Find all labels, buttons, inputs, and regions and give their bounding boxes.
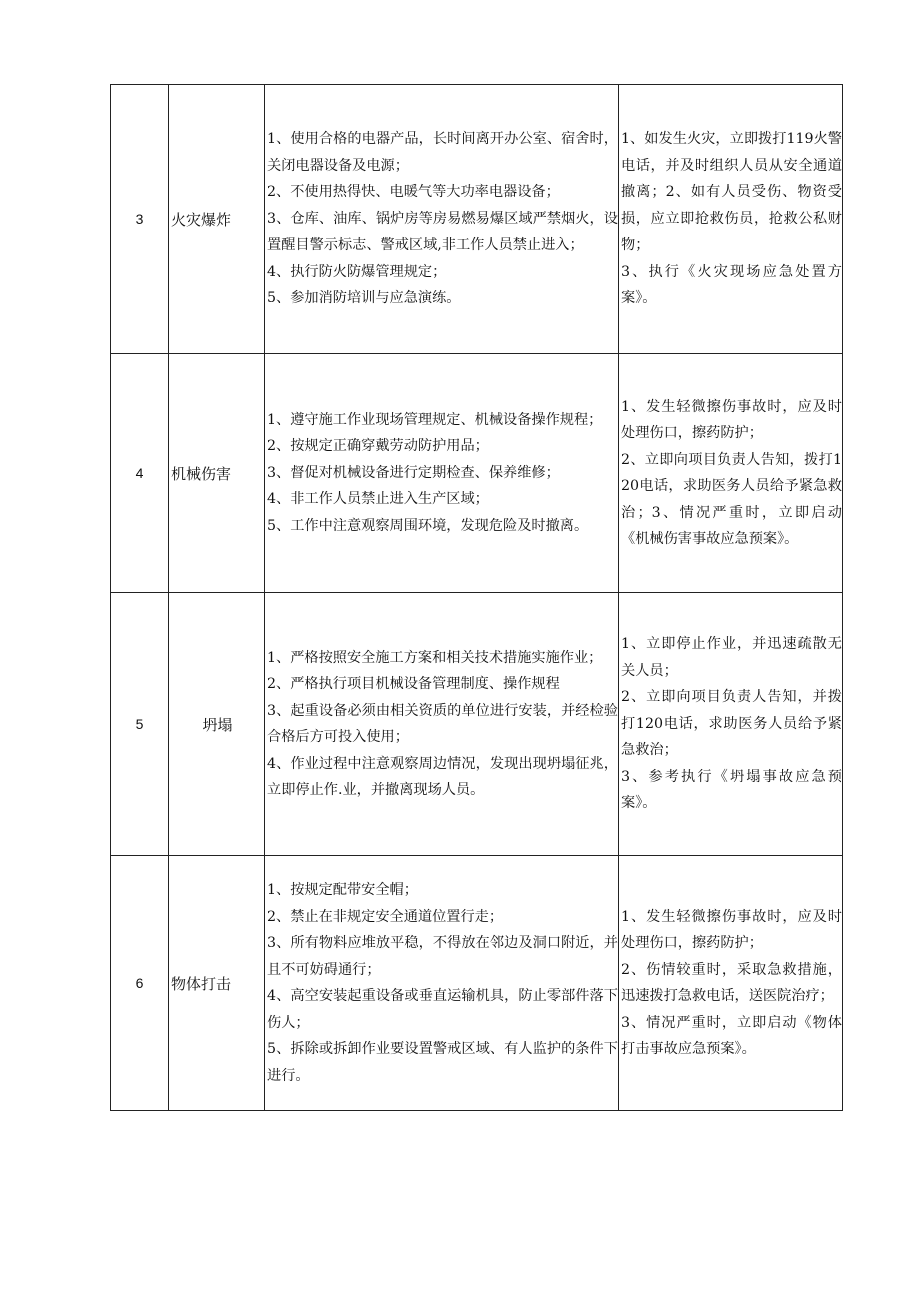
measure-item: 3、起重设备必须由相关资质的单位进行安装，并经检验合格后方可投入使用； — [267, 702, 618, 745]
emergency-response — [619, 856, 843, 1111]
response-item: 2、伤情较重时，采取急救措施，迅速拨打急救电话，送医院治疗； — [621, 961, 842, 1004]
hazard-table — [110, 84, 843, 1111]
prevention-measures — [265, 85, 619, 354]
hazard-name: 物体打击 — [169, 856, 265, 1111]
emergency-response — [619, 593, 843, 856]
emergency-response — [619, 85, 843, 354]
measure-item: 5、参加消防培训与应急演练。 — [267, 290, 461, 307]
measure-item: 1、严格按照安全施工方案和相关技术措施实施作业； — [267, 649, 603, 666]
row-number: 4 — [111, 354, 169, 593]
row-number: 3 — [111, 85, 169, 354]
measure-item: 1、遵守施工作业现场管理规定、机械设备操作规程； — [267, 411, 603, 428]
measure-item: 2、按规定正确穿戴劳动防护用品； — [267, 438, 489, 455]
measure-item: 2、禁止在非规定安全通道位置行走； — [267, 908, 504, 925]
table-row — [111, 85, 843, 354]
response-item: 2、立即向项目负责人告知，并拨打120电话，求助医务人员给予紧急救治； — [621, 689, 842, 759]
measure-item: 4、执行防火防爆管理规定； — [267, 263, 447, 280]
hazard-name: 火灾爆炸 — [169, 85, 265, 354]
measure-item: 3、督促对机械设备进行定期检查、保养维修； — [267, 464, 560, 481]
row-number: 6 — [111, 856, 169, 1111]
hazard-name: 坍塌 — [169, 593, 265, 856]
table-row — [111, 593, 843, 856]
table-row — [111, 354, 843, 593]
row-number: 5 — [111, 593, 169, 856]
table-row — [111, 856, 843, 1111]
prevention-measures — [265, 856, 619, 1111]
measure-item: 2、严格执行项目机械设备管理制度、操作规程 — [267, 676, 560, 692]
prevention-measures — [265, 593, 619, 856]
response-item: 1、如发生火灾，立即拨打119火警电话，并及时组织人员从安全通道撤离；2、如有人员受伤、物资受损，应立即抢救伤员，抢救公私财物； — [621, 131, 842, 254]
response-item: 1、发生轻微擦伤事故时，应及时处理伤口，擦药防护； — [621, 908, 842, 951]
measure-item: 1、使用合格的电器产品，长时间离开办公室、宿舍时，关闭电器设备及电源； — [267, 131, 618, 174]
measure-item: 4、高空安装起重设备或垂直运输机具，防止零部件落下伤人； — [267, 988, 618, 1031]
response-item: 2、立即向项目负责人告知，拨打120电话，求助医务人员给予紧急救治；3、情况严重时，立即启动《机械伤害事故应急预案》。 — [621, 451, 842, 547]
measure-item: 4、作业过程中注意观察周边情况，发现出现坍塌征兆，立即停止作.业，并撤离现场人员。 — [267, 755, 618, 798]
measure-item: 4、非工作人员禁止进入生产区域； — [267, 491, 489, 508]
emergency-response — [619, 354, 843, 593]
measure-item: 3、仓库、油库、锅炉房等房易燃易爆区域严禁烟火，设置醒目警示标志、警戒区域,非工作人员禁止进入； — [267, 210, 618, 254]
response-item: 1、发生轻微擦伤事故时，应及时处理伤口，擦药防护； — [621, 398, 842, 441]
measure-item: 3、所有物料应堆放平稳，不得放在邻边及洞口附近，并且不可妨碍通行； — [267, 935, 618, 978]
measure-item: 2、不使用热得快、电暖气等大功率电器设备； — [267, 184, 560, 201]
response-item: 3、执行《火灾现场应急处置方案》。 — [621, 263, 842, 307]
response-item: 3、情况严重时，立即启动《物体打击事故应急预案》。 — [621, 1014, 842, 1057]
measure-item: 1、按规定配带安全帽； — [267, 882, 418, 898]
prevention-measures — [265, 354, 619, 593]
response-item: 1、立即停止作业，并迅速疏散无关人员； — [621, 636, 842, 679]
measure-item: 5、工作中注意观察周围环境，发现危险及时撤离。 — [267, 517, 589, 534]
measure-item: 5、拆除或拆卸作业要设置警戒区域、有人监护的条件下进行。 — [267, 1041, 618, 1084]
response-item: 3、参考执行《坍塌事故应急预案》。 — [621, 768, 842, 812]
hazard-name: 机械伤害 — [169, 354, 265, 593]
